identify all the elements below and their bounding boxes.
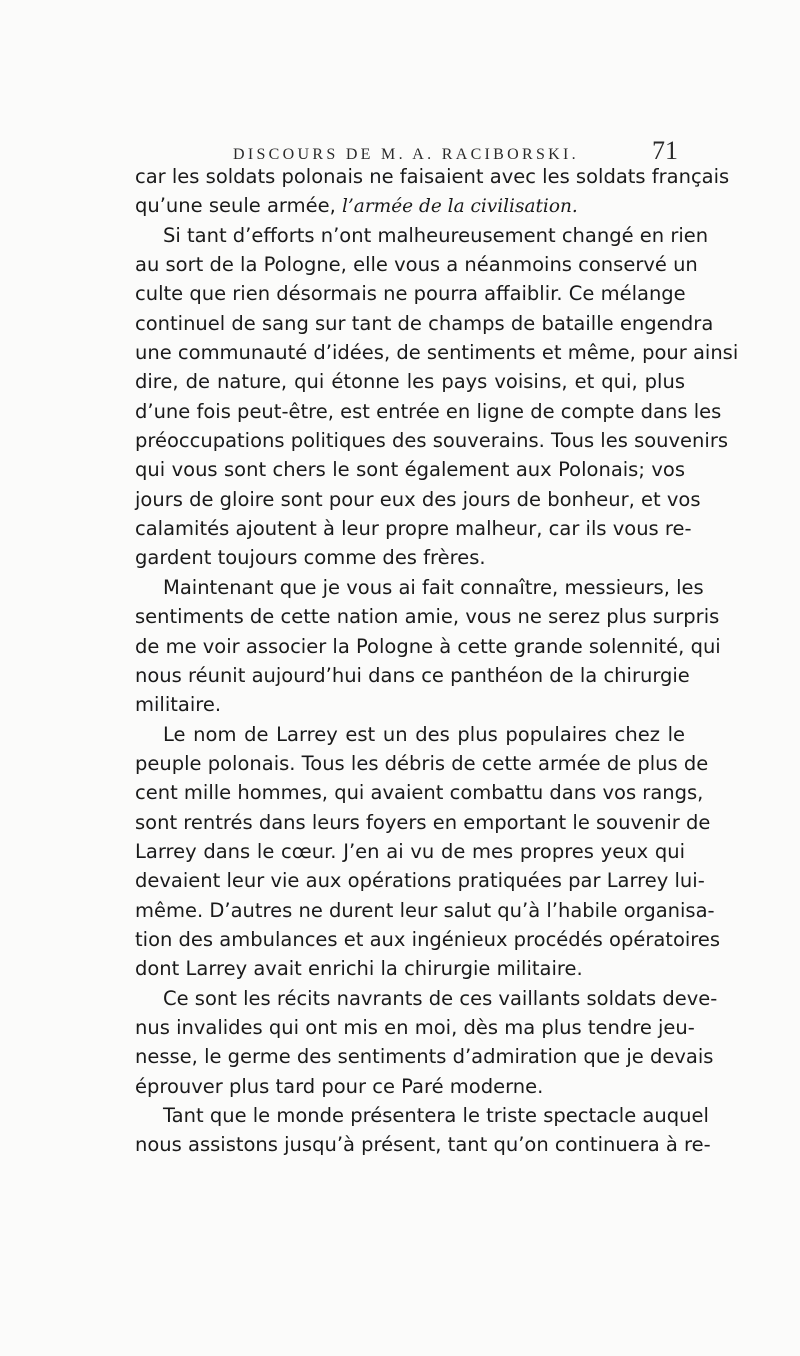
text-line: nous assistons jusqu’à présent, tant qu’on continuera à re-	[135, 1133, 711, 1157]
italic-phrase: l’armée de la civilisation.	[342, 196, 578, 218]
text-line	[135, 191, 685, 220]
text-line: éprouver plus tard pour ce Paré moderne.	[135, 1074, 544, 1098]
text-line: Ce sont les récits navrants de ces vaillants soldats deve-	[163, 986, 718, 1010]
text-line: peuple polonais. Tous les débris de cette armée de plus de	[135, 751, 709, 775]
text-line: cent mille hommes, qui avaient combattu dans vos rangs,	[135, 781, 704, 805]
text-line: continuel de sang sur tant de champs de bataille engendra	[135, 311, 714, 335]
text-line: sentiments de cette nation amie, vous ne serez plus surpris	[135, 605, 720, 629]
text-line: qui vous sont chers le sont également aux Polonais; vos	[135, 458, 685, 482]
text-line: même. D’autres ne durent leur salut qu’à l’habile organisa-	[135, 898, 715, 922]
text-line: nesse, le germe des sentiments d’admiration que je devais	[135, 1045, 714, 1069]
text-line: au sort de la Pologne, elle vous a néanmoins conservé un	[135, 253, 698, 277]
text-line: militaire.	[135, 693, 222, 717]
text-line: Larrey dans le cœur. J’en ai vu de mes propres yeux qui	[135, 839, 685, 863]
page-number: 71	[652, 136, 678, 165]
text-line: Le nom de Larrey est un des plus populaires chez le	[163, 722, 685, 746]
running-title: DISCOURS DE M. A. RACIBORSKI.	[233, 146, 579, 163]
text-line: dire, de nature, qui étonne les pays voisins, et qui, plus	[135, 370, 685, 394]
text-line: car les soldats polonais ne faisaient avec les soldats français	[135, 165, 730, 188]
text-line: calamités ajoutent à leur propre malheur, car ils vous re-	[135, 517, 692, 541]
text-line: préoccupations politiques des souverains. Tous les souvenirs	[135, 429, 729, 453]
text-line: nous réunit aujourd’hui dans ce panthéon de la chirurgie	[135, 663, 690, 687]
body-text	[135, 162, 739, 1160]
text-line: dont Larrey avait enrichi la chirurgie militaire.	[135, 957, 583, 981]
text-line: gardent toujours comme des frères.	[135, 546, 486, 570]
text-line: une communauté d’idées, de sentiments et même, pour ainsi	[135, 341, 739, 365]
text-line: jours de gloire sont pour eux des jours de bonheur, et vos	[135, 487, 701, 511]
text-line: d’une fois peut-être, est entrée en ligne de compte dans les	[135, 399, 722, 423]
text-line: sont rentrés dans leurs foyers en emportant le souvenir de	[135, 810, 711, 834]
text-line: Tant que le monde présentera le triste spectacle auquel	[163, 1104, 709, 1127]
text-line: culte que rien désormais ne pourra affaiblir. Ce mélange	[135, 282, 686, 306]
text-line: devaient leur vie aux opérations pratiquées par Larrey lui-	[135, 869, 705, 893]
text-line: Si tant d’efforts n’ont malheureusement changé en rien	[163, 223, 709, 247]
text-line: Maintenant que je vous ai fait connaître, messieurs, les	[163, 575, 704, 599]
text-line: de me voir associer la Pologne à cette grande solennité, qui	[135, 634, 721, 658]
text-line-segment: qu’une seule armée,	[135, 194, 342, 218]
text-line: nus invalides qui ont mis en moi, dès ma plus tendre jeu-	[135, 1015, 695, 1039]
text-line: tion des ambulances et aux ingénieux procédés opératoires	[135, 927, 721, 951]
